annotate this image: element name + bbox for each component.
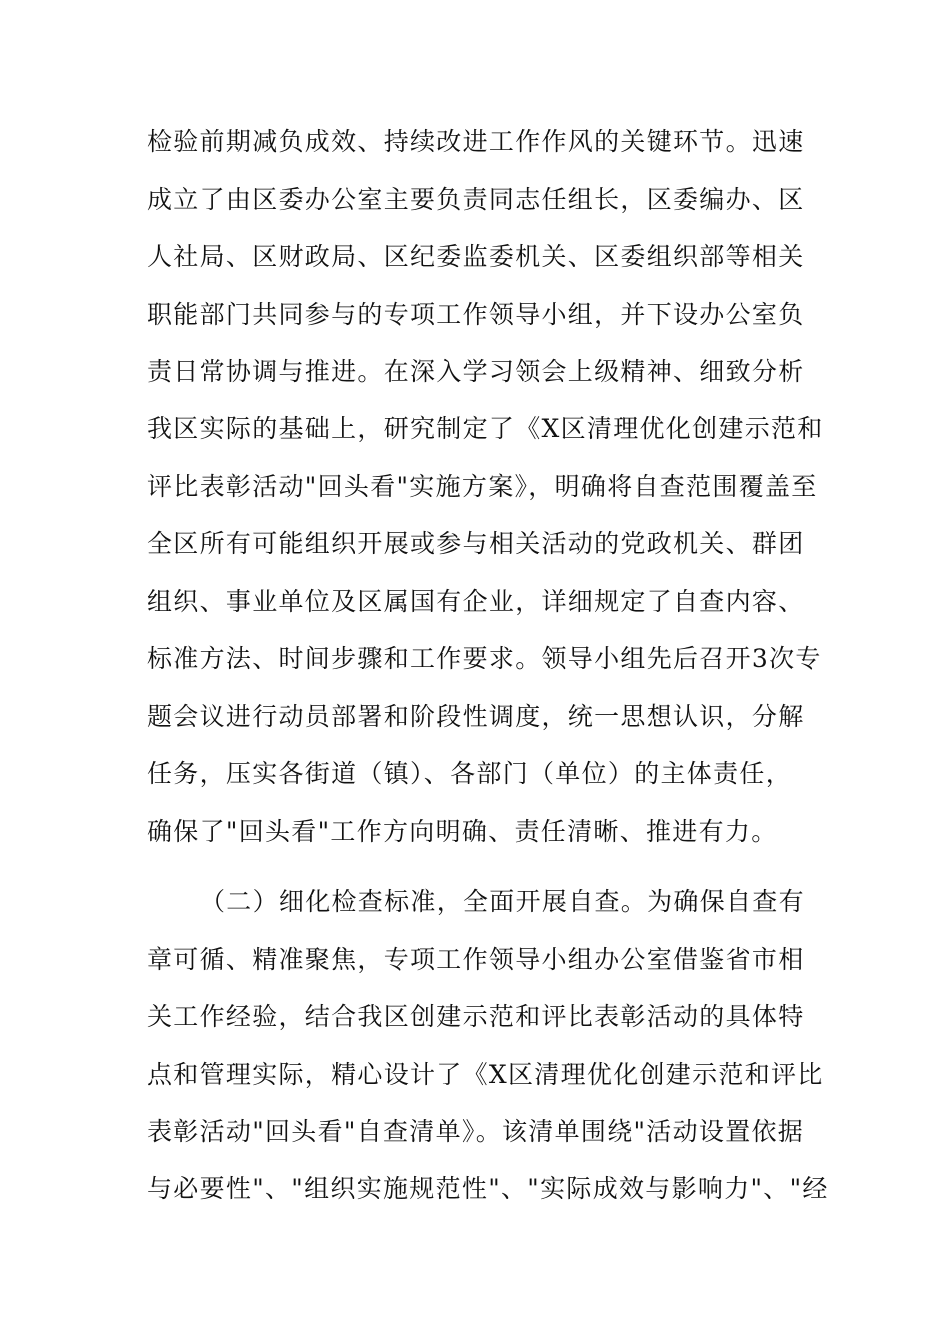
text-line: 任务，压实各街道（镇）、各部门（单位）的主体责任， [147,759,793,788]
text-line: 标准方法、时间步骤和工作要求。领导小组先后召开3次专 [147,644,822,673]
text-line: 章可循、精准聚焦，专项工作领导小组办公室借鉴省市相 [147,945,805,974]
text-line: 全区所有可能组织开展或参与相关活动的党政机关、群团 [147,529,805,558]
text-line: （二）细化检查标准，全面开展自查。为确保自查有 [200,887,805,916]
text-line: 题会议进行动员部署和阶段性调度，统一思想认识，分解 [147,702,805,731]
text-line: 确保了"回头看"工作方向明确、责任清晰、推进有力。 [147,817,778,846]
text-line: 职能部门共同参与的专项工作领导小组，并下设办公室负 [147,300,805,329]
text-line: 检验前期减负成效、持续改进工作作风的关键环节。迅速 [147,127,805,156]
text-line: 成立了由区委办公室主要负责同志任组长，区委编办、区 [147,185,805,214]
text-line: 组织、事业单位及区属国有企业，详细规定了自查内容、 [147,587,805,616]
text-line: 人社局、区财政局、区纪委监委机关、区委组织部等相关 [147,242,805,271]
text-line: 关工作经验，结合我区创建示范和评比表彰活动的具体特 [147,1002,805,1031]
text-line: 与必要性"、"组织实施规范性"、"实际成效与影响力"、"经 [147,1174,829,1203]
text-line: 点和管理实际，精心设计了《X区清理优化创建示范和评比 [147,1060,824,1089]
text-line: 责日常协调与推进。在深入学习领会上级精神、细致分析 [147,357,805,386]
text-line: 我区实际的基础上，研究制定了《X区清理优化创建示范和 [147,414,824,443]
text-line: 表彰活动"回头看"自查清单》。该清单围绕"活动设置依据 [147,1117,805,1146]
text-line: 评比表彰活动"回头看"实施方案》，明确将自查范围覆盖至 [147,472,818,501]
